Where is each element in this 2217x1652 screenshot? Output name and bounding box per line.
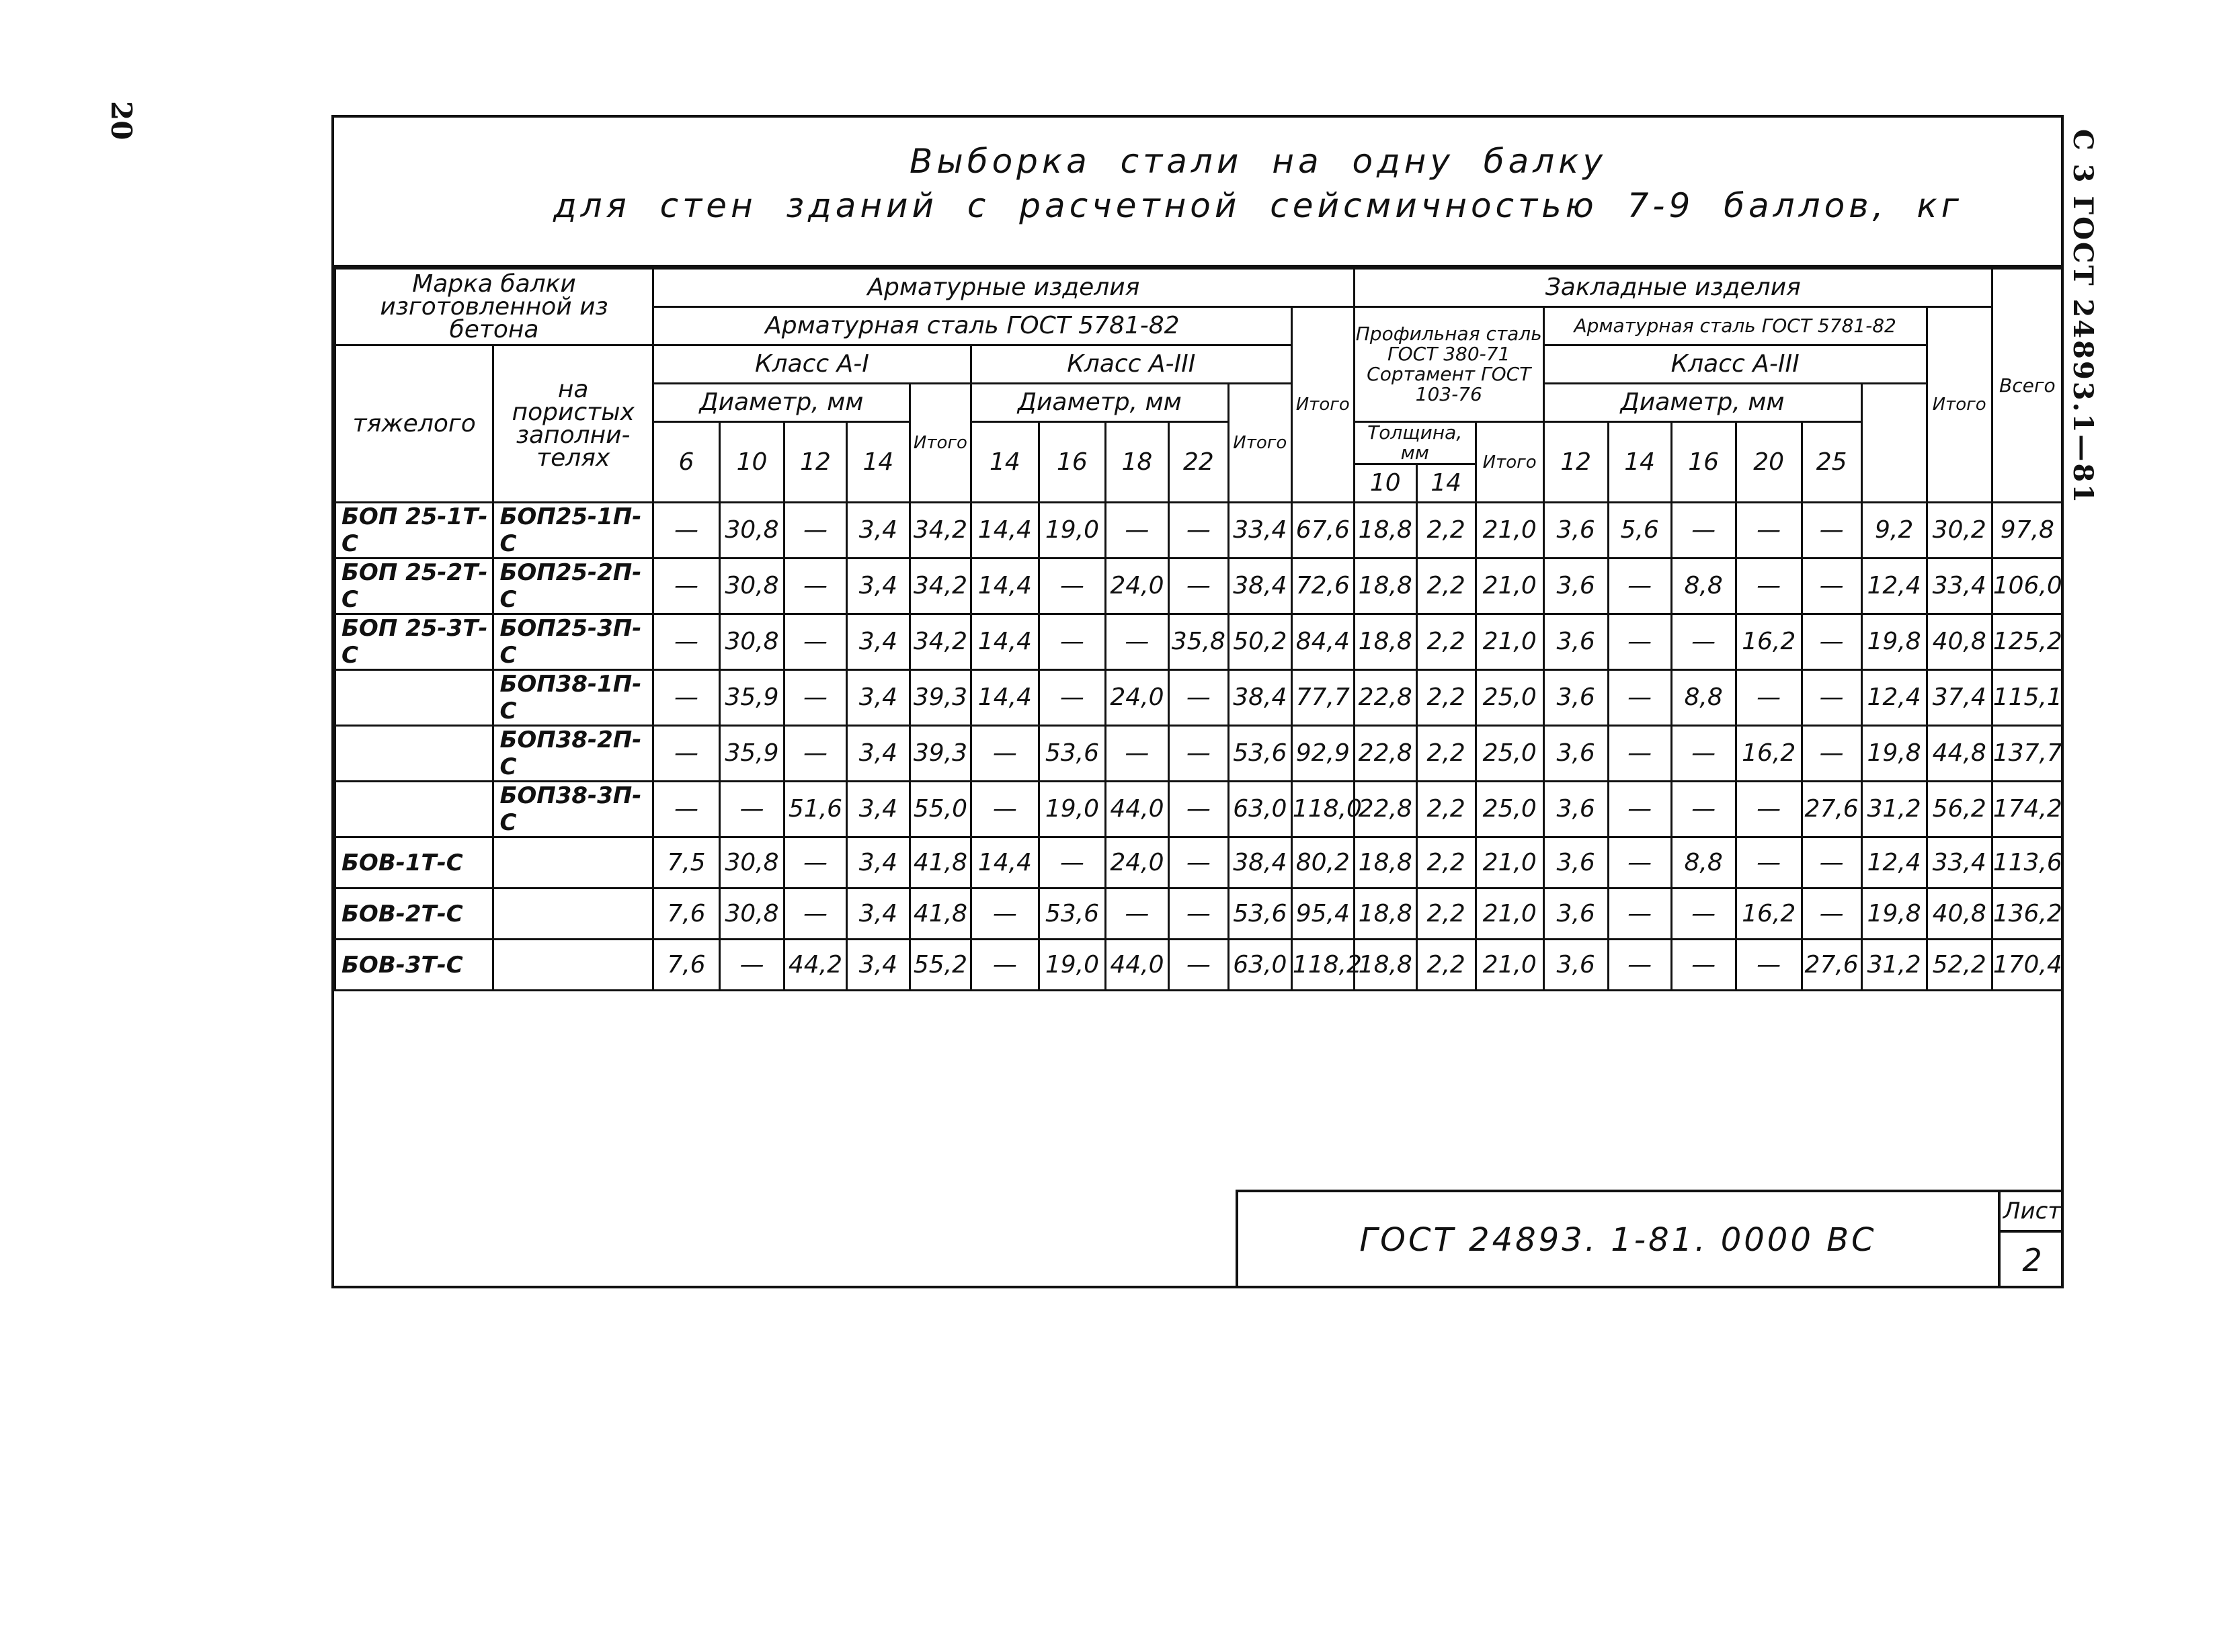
value-cell: 2,2: [1416, 889, 1476, 940]
value-cell: 2,2: [1416, 614, 1476, 670]
value-cell: 27,6: [1802, 782, 1861, 837]
value-cell: —: [1736, 503, 1802, 559]
embedded-diameter-col: 12: [1543, 422, 1608, 503]
porous-mark-cell: БОП25-3П-С: [493, 614, 653, 670]
value-cell: 3,6: [1543, 559, 1608, 614]
value-cell: —: [1802, 837, 1861, 889]
value-cell: 53,6: [1228, 726, 1291, 782]
value-cell: 3,6: [1543, 782, 1608, 837]
value-cell: 19,0: [1039, 940, 1105, 991]
value-cell: 56,2: [1927, 782, 1992, 837]
value-cell: —: [784, 889, 846, 940]
value-cell: —: [784, 503, 846, 559]
value-cell: 53,6: [1039, 726, 1105, 782]
value-cell: 113,6: [1992, 837, 2062, 889]
value-cell: —: [1802, 889, 1861, 940]
value-cell: —: [1736, 670, 1802, 726]
value-cell: 41,8: [910, 889, 971, 940]
value-cell: —: [1039, 837, 1105, 889]
value-cell: —: [653, 670, 719, 726]
value-cell: 18,8: [1354, 837, 1416, 889]
value-cell: —: [1736, 837, 1802, 889]
value-cell: 72,6: [1291, 559, 1354, 614]
thickness-col: 14: [1416, 464, 1476, 503]
value-cell: 44,8: [1927, 726, 1992, 782]
value-cell: 40,8: [1927, 614, 1992, 670]
value-cell: 92,9: [1291, 726, 1354, 782]
value-cell: 55,2: [910, 940, 971, 991]
value-cell: 14,4: [971, 559, 1039, 614]
value-cell: —: [1168, 837, 1228, 889]
value-cell: 19,8: [1861, 726, 1927, 782]
value-cell: 3,4: [846, 940, 910, 991]
porous-mark-cell: БОП38-1П-С: [493, 670, 653, 726]
value-cell: 40,8: [1927, 889, 1992, 940]
table-row: [335, 726, 2063, 782]
value-cell: —: [1168, 940, 1228, 991]
value-cell: 24,0: [1105, 559, 1168, 614]
value-cell: —: [1168, 889, 1228, 940]
value-cell: —: [1802, 726, 1861, 782]
standard-code-side: С 3 ГОСТ 24893.1—81: [2067, 129, 2099, 505]
value-cell: —: [784, 837, 846, 889]
value-cell: 35,9: [719, 726, 784, 782]
value-cell: 22,8: [1354, 782, 1416, 837]
value-cell: 19,8: [1861, 889, 1927, 940]
value-cell: 14,4: [971, 614, 1039, 670]
armature-items-header: Арматурные изделия: [653, 269, 1354, 307]
value-cell: 3,4: [846, 614, 910, 670]
value-cell: 38,4: [1228, 559, 1291, 614]
value-cell: 80,2: [1291, 837, 1354, 889]
value-cell: 39,3: [910, 670, 971, 726]
value-cell: —: [719, 782, 784, 837]
value-cell: —: [653, 726, 719, 782]
value-cell: 3,6: [1543, 837, 1608, 889]
value-cell: 12,4: [1861, 837, 1927, 889]
value-cell: 3,6: [1543, 940, 1608, 991]
table-row: [335, 559, 2063, 614]
value-cell: —: [971, 889, 1039, 940]
value-cell: 67,6: [1291, 503, 1354, 559]
value-cell: 30,8: [719, 837, 784, 889]
value-cell: 34,2: [910, 559, 971, 614]
value-cell: 5,6: [1608, 503, 1671, 559]
embedded-diameter-col: 14: [1608, 422, 1671, 503]
value-cell: —: [1039, 670, 1105, 726]
embedded-items-header: Закладные изделия: [1354, 269, 1992, 307]
value-cell: 12,4: [1861, 670, 1927, 726]
value-cell: 50,2: [1228, 614, 1291, 670]
heavy-mark-cell: БОВ-1Т-С: [335, 837, 493, 889]
value-cell: 30,8: [719, 503, 784, 559]
table-row: [335, 889, 2063, 940]
document-code: ГОСТ 24893. 1-81. 0000 ВС: [1359, 1221, 1877, 1259]
grand-total-header: Всего: [1992, 269, 2062, 503]
value-cell: 3,4: [846, 503, 910, 559]
embedded-diameter-col: 16: [1671, 422, 1736, 503]
value-cell: 2,2: [1416, 503, 1476, 559]
value-cell: 25,0: [1476, 782, 1543, 837]
title-block: [331, 115, 2064, 267]
porous-mark-cell: БОП25-2П-С: [493, 559, 653, 614]
value-cell: —: [1039, 559, 1105, 614]
value-cell: 18,8: [1354, 940, 1416, 991]
value-cell: 115,1: [1992, 670, 2062, 726]
heavy-mark-cell: БОП 25-1Т-С: [335, 503, 493, 559]
armature-total-header: Итого: [1291, 307, 1354, 503]
porous-mark-cell: [493, 837, 653, 889]
value-cell: 3,4: [846, 670, 910, 726]
value-cell: —: [1671, 726, 1736, 782]
value-cell: —: [1105, 889, 1168, 940]
value-cell: 52,2: [1927, 940, 1992, 991]
porous-mark-cell: БОП38-2П-С: [493, 726, 653, 782]
table-body: [335, 503, 2063, 991]
value-cell: 41,8: [910, 837, 971, 889]
porous-mark-cell: [493, 940, 653, 991]
value-cell: —: [1105, 503, 1168, 559]
value-cell: —: [1802, 670, 1861, 726]
title-line-2: для стен зданий с расчетной сейсмичностью 7-9 баллов, кг: [553, 186, 1963, 225]
a3-diameter-col: 18: [1105, 422, 1168, 503]
value-cell: —: [971, 782, 1039, 837]
title-stamp: [1236, 1190, 2064, 1288]
value-cell: 44,0: [1105, 782, 1168, 837]
value-cell: 174,2: [1992, 782, 2062, 837]
value-cell: 16,2: [1736, 614, 1802, 670]
heavy-mark-cell: БОВ-2Т-С: [335, 889, 493, 940]
heavy-mark-cell: [335, 670, 493, 726]
value-cell: 16,2: [1736, 726, 1802, 782]
value-cell: 21,0: [1476, 837, 1543, 889]
value-cell: 63,0: [1228, 940, 1291, 991]
value-cell: 22,8: [1354, 670, 1416, 726]
profile-total-header: Итого: [1476, 422, 1543, 503]
porous-mark-cell: [493, 889, 653, 940]
value-cell: —: [1608, 782, 1671, 837]
value-cell: —: [1608, 559, 1671, 614]
value-cell: —: [1105, 726, 1168, 782]
embedded-diameter-header: Диаметр, мм: [1543, 384, 1861, 422]
a3-diameter-col: 16: [1039, 422, 1105, 503]
value-cell: —: [1168, 503, 1228, 559]
value-cell: —: [1168, 670, 1228, 726]
value-cell: 31,2: [1861, 940, 1927, 991]
value-cell: 55,0: [910, 782, 971, 837]
value-cell: —: [1608, 837, 1671, 889]
value-cell: —: [1736, 559, 1802, 614]
value-cell: 38,4: [1228, 670, 1291, 726]
value-cell: —: [1168, 559, 1228, 614]
embedded-steel-header: Арматурная сталь ГОСТ 5781-82: [1543, 307, 1927, 345]
a3-diameter-col: 14: [971, 422, 1039, 503]
value-cell: —: [971, 940, 1039, 991]
value-cell: —: [1608, 889, 1671, 940]
value-cell: —: [1671, 782, 1736, 837]
value-cell: —: [971, 726, 1039, 782]
value-cell: 53,6: [1039, 889, 1105, 940]
value-cell: 18,8: [1354, 614, 1416, 670]
value-cell: 21,0: [1476, 614, 1543, 670]
value-cell: 18,8: [1354, 559, 1416, 614]
value-cell: 84,4: [1291, 614, 1354, 670]
thickness-col: 10: [1354, 464, 1416, 503]
value-cell: 2,2: [1416, 940, 1476, 991]
value-cell: 125,2: [1992, 614, 2062, 670]
value-cell: 33,4: [1927, 559, 1992, 614]
value-cell: 3,6: [1543, 614, 1608, 670]
value-cell: 33,4: [1927, 837, 1992, 889]
value-cell: 12,4: [1861, 559, 1927, 614]
value-cell: 44,0: [1105, 940, 1168, 991]
value-cell: 8,8: [1671, 837, 1736, 889]
thickness-header: Толщина, мм: [1354, 422, 1476, 464]
value-cell: 19,0: [1039, 782, 1105, 837]
value-cell: —: [1671, 940, 1736, 991]
value-cell: 3,6: [1543, 670, 1608, 726]
table-row: [335, 940, 2063, 991]
value-cell: 51,6: [784, 782, 846, 837]
value-cell: 77,7: [1291, 670, 1354, 726]
value-cell: —: [1671, 889, 1736, 940]
value-cell: 3,4: [846, 837, 910, 889]
a1-diameter-col: 12: [784, 422, 846, 503]
value-cell: 30,2: [1927, 503, 1992, 559]
value-cell: 97,8: [1992, 503, 2062, 559]
value-cell: 34,2: [910, 503, 971, 559]
a1-total-header: Итого: [910, 384, 971, 503]
sheet-number: 2: [2022, 1242, 2042, 1278]
porous-concrete-header: на пористых заполни-телях: [493, 345, 653, 503]
sheet-label: Лист: [2001, 1192, 2064, 1233]
value-cell: 137,7: [1992, 726, 2062, 782]
value-cell: —: [719, 940, 784, 991]
table-row: [335, 614, 2063, 670]
value-cell: 39,3: [910, 726, 971, 782]
value-cell: 18,8: [1354, 503, 1416, 559]
value-cell: —: [653, 559, 719, 614]
value-cell: 34,2: [910, 614, 971, 670]
page-number: 20: [105, 101, 138, 140]
value-cell: 27,6: [1802, 940, 1861, 991]
value-cell: 18,8: [1354, 889, 1416, 940]
value-cell: —: [784, 559, 846, 614]
value-cell: 21,0: [1476, 889, 1543, 940]
value-cell: 170,4: [1992, 940, 2062, 991]
value-cell: —: [1802, 503, 1861, 559]
value-cell: 24,0: [1105, 837, 1168, 889]
value-cell: 37,4: [1927, 670, 1992, 726]
value-cell: —: [1736, 782, 1802, 837]
value-cell: 24,0: [1105, 670, 1168, 726]
value-cell: —: [1671, 503, 1736, 559]
value-cell: —: [784, 614, 846, 670]
table-row: [335, 782, 2063, 837]
value-cell: 8,8: [1671, 670, 1736, 726]
value-cell: —: [1608, 614, 1671, 670]
table-row: [335, 670, 2063, 726]
class-a3-header: Класс А-III: [971, 345, 1291, 384]
value-cell: 21,0: [1476, 559, 1543, 614]
armature-steel-header: Арматурная сталь ГОСТ 5781-82: [653, 307, 1291, 345]
value-cell: 118,0: [1291, 782, 1354, 837]
value-cell: 14,4: [971, 837, 1039, 889]
class-a1-header: Класс А-I: [653, 345, 971, 384]
value-cell: 38,4: [1228, 837, 1291, 889]
value-cell: —: [1168, 726, 1228, 782]
value-cell: 3,4: [846, 726, 910, 782]
value-cell: 2,2: [1416, 559, 1476, 614]
value-cell: 2,2: [1416, 837, 1476, 889]
value-cell: 2,2: [1416, 726, 1476, 782]
value-cell: 7,6: [653, 889, 719, 940]
heavy-mark-cell: БОВ-3Т-С: [335, 940, 493, 991]
value-cell: —: [1802, 614, 1861, 670]
sheet-box: [1998, 1192, 2064, 1288]
value-cell: 2,2: [1416, 782, 1476, 837]
value-cell: 3,6: [1543, 889, 1608, 940]
heavy-concrete-header: тяжелого: [335, 345, 493, 503]
value-cell: 3,4: [846, 559, 910, 614]
table-row: [335, 503, 2063, 559]
value-cell: 25,0: [1476, 670, 1543, 726]
value-cell: —: [1736, 940, 1802, 991]
value-cell: 30,8: [719, 559, 784, 614]
embedded-class-header: Класс А-III: [1543, 345, 1927, 384]
heavy-mark-cell: БОП 25-2Т-С: [335, 559, 493, 614]
value-cell: 7,6: [653, 940, 719, 991]
value-cell: 63,0: [1228, 782, 1291, 837]
steel-table: [334, 267, 2064, 991]
table-row: [335, 837, 2063, 889]
value-cell: 25,0: [1476, 726, 1543, 782]
a1-diameter-col: 14: [846, 422, 910, 503]
value-cell: —: [1105, 614, 1168, 670]
value-cell: 53,6: [1228, 889, 1291, 940]
value-cell: 19,0: [1039, 503, 1105, 559]
value-cell: 30,8: [719, 614, 784, 670]
value-cell: 3,6: [1543, 503, 1608, 559]
a1-diameter-header: Диаметр, мм: [653, 384, 910, 422]
value-cell: —: [653, 503, 719, 559]
value-cell: 35,9: [719, 670, 784, 726]
value-cell: 31,2: [1861, 782, 1927, 837]
a3-total-header: Итого: [1228, 384, 1291, 503]
a3-diameter-col: 22: [1168, 422, 1228, 503]
value-cell: 22,8: [1354, 726, 1416, 782]
embedded-diameter-col: 25: [1802, 422, 1861, 503]
a3-diameter-header: Диаметр, мм: [971, 384, 1228, 422]
value-cell: —: [1671, 614, 1736, 670]
value-cell: 35,8: [1168, 614, 1228, 670]
value-cell: 30,8: [719, 889, 784, 940]
value-cell: 44,2: [784, 940, 846, 991]
a1-diameter-col: 10: [719, 422, 784, 503]
value-cell: 7,5: [653, 837, 719, 889]
heavy-mark-cell: БОП 25-3Т-С: [335, 614, 493, 670]
value-cell: 21,0: [1476, 940, 1543, 991]
heavy-mark-cell: [335, 782, 493, 837]
value-cell: 3,6: [1543, 726, 1608, 782]
value-cell: 3,4: [846, 889, 910, 940]
value-cell: 33,4: [1228, 503, 1291, 559]
value-cell: 8,8: [1671, 559, 1736, 614]
value-cell: 19,8: [1861, 614, 1927, 670]
profile-steel-header: Профильная сталь ГОСТ 380-71 Сортамент ГОСТ 103-76: [1354, 307, 1543, 422]
value-cell: 106,0: [1992, 559, 2062, 614]
value-cell: 136,2: [1992, 889, 2062, 940]
value-cell: —: [1168, 782, 1228, 837]
porous-mark-cell: БОП25-1П-С: [493, 503, 653, 559]
value-cell: 14,4: [971, 670, 1039, 726]
porous-mark-cell: БОП38-3П-С: [493, 782, 653, 837]
value-cell: —: [1039, 614, 1105, 670]
value-cell: 118,2: [1291, 940, 1354, 991]
value-cell: 9,2: [1861, 503, 1927, 559]
value-cell: —: [1608, 726, 1671, 782]
mark-header: Марка балки изготовленной из бетона: [335, 269, 653, 345]
value-cell: —: [1608, 670, 1671, 726]
value-cell: 14,4: [971, 503, 1039, 559]
value-cell: —: [653, 782, 719, 837]
value-cell: 16,2: [1736, 889, 1802, 940]
heavy-mark-cell: [335, 726, 493, 782]
value-cell: —: [1608, 940, 1671, 991]
title-line-1: Выборка стали на одну балку: [909, 142, 1607, 181]
value-cell: —: [784, 670, 846, 726]
value-cell: —: [653, 614, 719, 670]
a1-diameter-col: 6: [653, 422, 719, 503]
value-cell: —: [1802, 559, 1861, 614]
value-cell: 21,0: [1476, 503, 1543, 559]
embedded-diameter-col: 20: [1736, 422, 1802, 503]
value-cell: 95,4: [1291, 889, 1354, 940]
value-cell: 3,4: [846, 782, 910, 837]
embedded-total-header: Итого: [1927, 307, 1992, 503]
value-cell: 2,2: [1416, 670, 1476, 726]
value-cell: —: [784, 726, 846, 782]
